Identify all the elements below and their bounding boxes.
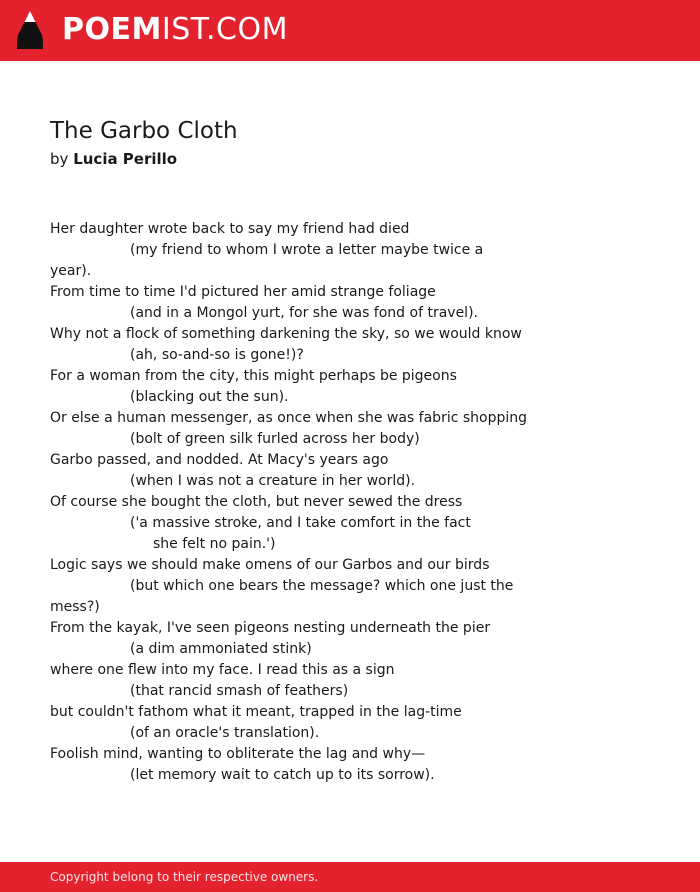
poem-line: where one flew into my face. I read this as a sign xyxy=(50,662,395,678)
poem-line: Logic says we should make omens of our Garbos and our birds xyxy=(50,557,490,573)
brand-bold: POEM xyxy=(62,12,162,47)
site-footer xyxy=(0,862,700,892)
site-brand[interactable] xyxy=(62,12,288,48)
poem-line: mess?) xyxy=(50,599,100,615)
poem-line: (but which one bears the message? which one just the xyxy=(130,578,514,594)
pencil-tip-icon[interactable] xyxy=(16,9,44,53)
byline xyxy=(50,150,177,168)
poem-line: Garbo passed, and nodded. At Macy's years ago xyxy=(50,452,389,468)
poem-line: (when I was not a creature in her world). xyxy=(130,473,416,489)
poem-line: (that rancid smash of feathers) xyxy=(130,683,349,699)
poem-line: (and in a Mongol yurt, for she was fond of travel). xyxy=(130,305,478,321)
poem-line: she felt no pain.') xyxy=(153,536,276,552)
poem-line: (ah, so-and-so is gone!)? xyxy=(130,347,304,363)
poem-line: year). xyxy=(50,263,92,279)
author-name: Lucia Perillo xyxy=(73,150,178,168)
poem-line: (bolt of green silk furled across her body) xyxy=(130,431,420,447)
by-label: by xyxy=(50,150,69,168)
poem-line: Or else a human messenger, as once when she was fabric shopping xyxy=(50,410,528,426)
poem-title: The Garbo Cloth xyxy=(50,118,238,144)
poem-line: Of course she bought the cloth, but never sewed the dress xyxy=(50,494,463,510)
poem-line: From the kayak, I've seen pigeons nesting underneath the pier xyxy=(50,620,491,636)
poem-line: (of an oracle's translation). xyxy=(130,725,320,741)
poem-line: (my friend to whom I wrote a letter maybe twice a xyxy=(130,242,484,258)
poem-line: but couldn't fathom what it meant, trapped in the lag-time xyxy=(50,704,462,720)
poem-line: (let memory wait to catch up to its sorrow). xyxy=(130,767,435,783)
poem-line: For a woman from the city, this might perhaps be pigeons xyxy=(50,368,457,384)
site-header xyxy=(0,0,700,61)
poem-line: (a dim ammoniated stink) xyxy=(130,641,312,657)
poem-line: ('a massive stroke, and I take comfort in the fact xyxy=(130,515,471,531)
poem-line: (blacking out the sun). xyxy=(130,389,289,405)
poem-line: Her daughter wrote back to say my friend had died xyxy=(50,221,410,237)
poem-line: From time to time I'd pictured her amid strange foliage xyxy=(50,284,436,300)
copyright-text: Copyright belong to their respective owners. xyxy=(50,870,319,884)
poem-line: Foolish mind, wanting to obliterate the lag and why— xyxy=(50,746,426,762)
poem-line: Why not a flock of something darkening the sky, so we would know xyxy=(50,326,522,342)
brand-light: IST.COM xyxy=(161,12,288,47)
